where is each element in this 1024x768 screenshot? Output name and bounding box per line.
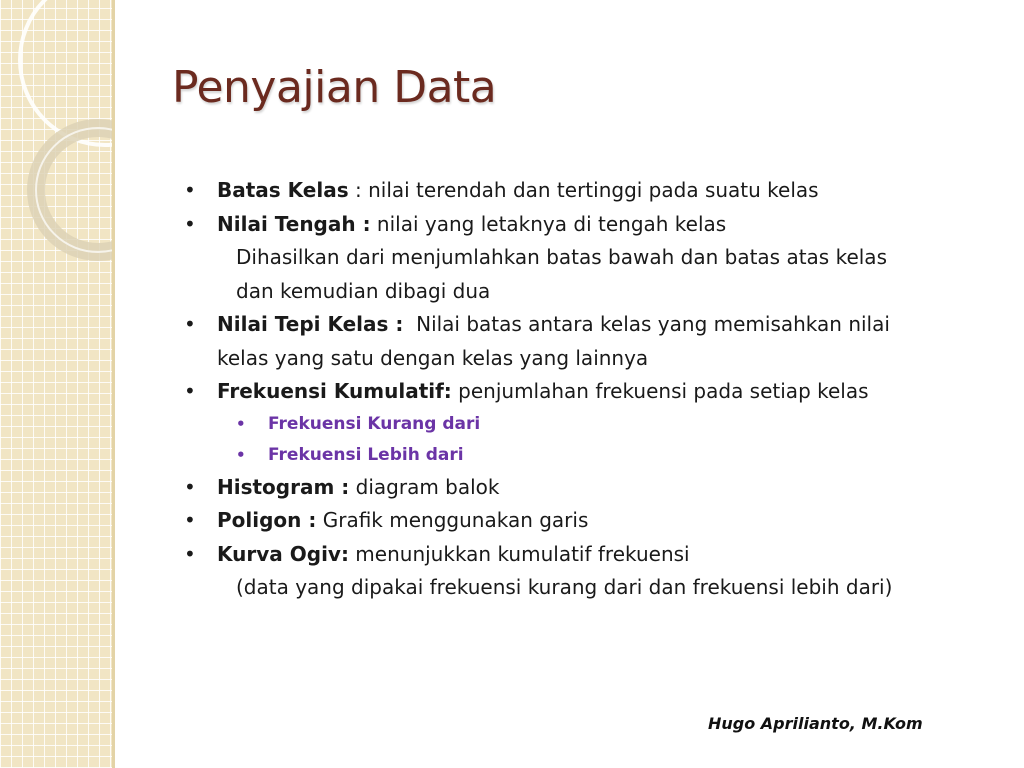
- bullet-dot-icon: •: [184, 474, 196, 499]
- bullet-text: penjumlahan frekuensi pada setiap kelas: [451, 379, 869, 403]
- bullet-label: Nilai Tepi Kelas :: [217, 312, 404, 336]
- bullet-continuation: (data yang dipakai frekuensi kurang dari dan frekuensi lebih dari): [236, 575, 893, 599]
- bullet-dot-icon: •: [184, 211, 196, 236]
- bullet-label: Nilai Tengah :: [217, 211, 371, 236]
- bullet-nilai-tepi-kelas: [184, 308, 984, 375]
- bullet-dot-icon: •: [184, 541, 196, 566]
- bullet-dot-icon: •: [184, 178, 196, 202]
- bullet-nilai-tengah: [184, 208, 984, 309]
- decorative-circles-icon: [0, 0, 112, 768]
- sub-bullet-dot-icon: •: [236, 445, 246, 464]
- bullet-continuation: kelas yang satu dengan kelas yang lainnya: [217, 345, 649, 370]
- sub-bullet-text: Frekuensi Kurang dari: [268, 413, 481, 434]
- author-credit: Hugo Aprilianto, M.Kom: [708, 714, 923, 733]
- bullet-frekuensi-kumulatif: [184, 375, 984, 409]
- bullet-text: nilai yang letaknya di tengah kelas: [370, 211, 727, 236]
- slide-title: Penyajian Data: [172, 62, 497, 113]
- bullet-list: [184, 174, 984, 605]
- bullet-text: diagram balok: [349, 474, 500, 499]
- bullet-label: Batas Kelas: [217, 178, 349, 202]
- bullet-label: Poligon :: [217, 508, 317, 532]
- bullet-continuation: dan kemudian dibagi dua: [236, 278, 491, 303]
- bullet-histogram: [184, 471, 984, 505]
- bullet-text: menunjukkan kumulatif frekuensi: [348, 541, 690, 566]
- bullet-text: Grafik menggunakan garis: [316, 508, 589, 532]
- sub-bullet-dot-icon: •: [236, 414, 246, 433]
- strip-edge-line: [112, 0, 115, 768]
- bullet-dot-icon: •: [184, 379, 196, 403]
- bullet-kurva-ogiv: [184, 538, 984, 605]
- sub-bullet-text: Frekuensi Lebih dari: [268, 444, 464, 465]
- bullet-continuation: Dihasilkan dari menjumlahkan batas bawah dan batas atas kelas: [236, 245, 887, 269]
- bullet-text: : nilai terendah dan tertinggi pada suatu kelas: [348, 178, 819, 202]
- bullet-dot-icon: •: [184, 508, 196, 532]
- bullet-label: Kurva Ogiv:: [217, 541, 349, 566]
- bullet-batas-kelas: [184, 174, 984, 208]
- decorative-side-strip: [0, 0, 112, 768]
- bullet-label: Frekuensi Kumulatif:: [217, 379, 452, 403]
- sub-bullet-lebih-dari: [184, 440, 984, 471]
- bullet-text: Nilai batas antara kelas yang memisahkan nilai: [403, 312, 890, 336]
- bullet-dot-icon: •: [184, 312, 196, 336]
- sub-bullet-kurang-dari: [184, 409, 984, 440]
- bullet-poligon: [184, 504, 984, 538]
- bullet-label: Histogram :: [217, 474, 350, 499]
